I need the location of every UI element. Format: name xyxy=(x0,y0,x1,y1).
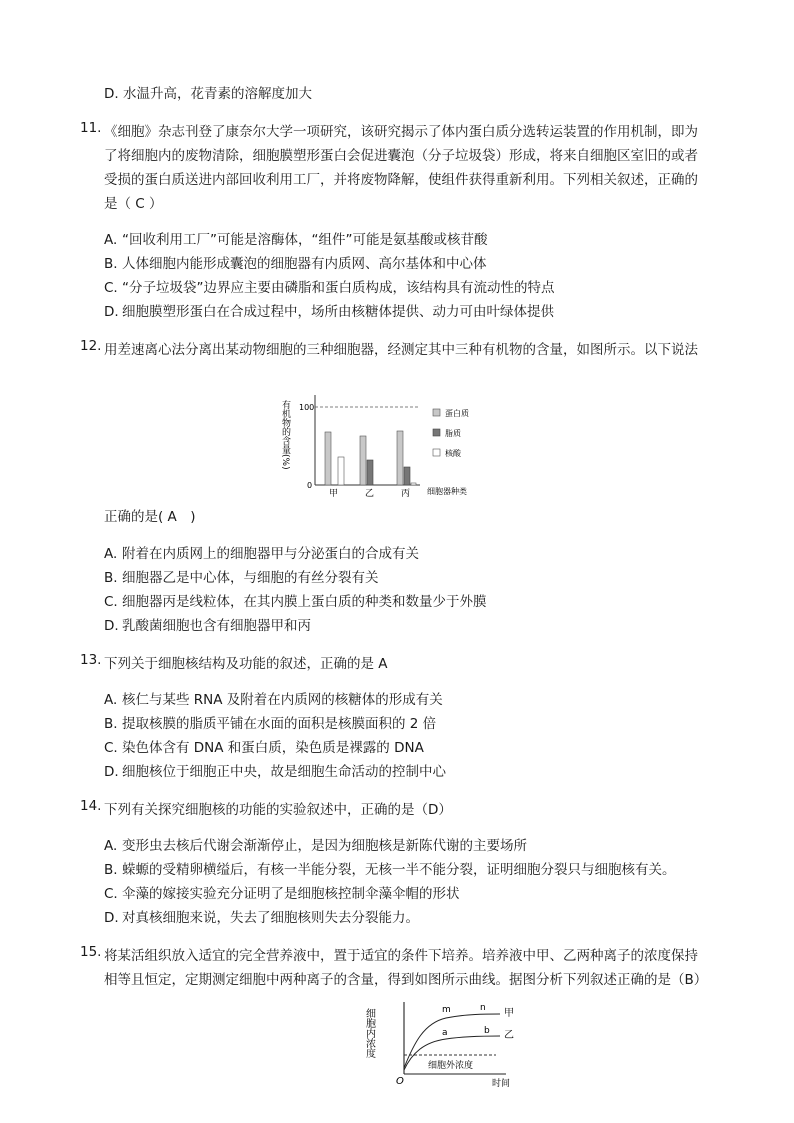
q15-m: m xyxy=(442,1005,451,1015)
q13-number: 13. xyxy=(80,652,102,668)
q12-option-c xyxy=(104,590,487,610)
option-text: 核仁与某些 RNA 及附着在内质网的核糖体的形成有关 xyxy=(122,692,443,708)
option-text: 细胞器乙是中心体，与细胞的有丝分裂有关 xyxy=(122,570,379,586)
q11-line-2: 了将细胞内的废物清除，细胞膜塑形蛋白会促进囊泡（分子垃圾袋）形成，将来自细胞区室旧的或者 xyxy=(104,148,698,164)
q11-option-b xyxy=(104,252,487,272)
q11-option-a xyxy=(104,228,487,248)
option-letter: C. xyxy=(104,280,118,296)
q14-option-c xyxy=(104,882,460,902)
q14-option-b xyxy=(104,858,676,878)
q15-xlabel: 时间 xyxy=(492,1079,511,1089)
option-text: 细胞膜塑形蛋白在合成过程中，场所由核糖体提供、动力可由叶绿体提供 xyxy=(122,304,554,320)
option-text: 染色体含有 DNA 和蛋白质，染色质是裸露的 DNA xyxy=(122,740,424,756)
q14-stem: 下列有关探究细胞核的功能的实验叙述中，正确的是（D） xyxy=(104,802,452,818)
q14-option-d xyxy=(104,906,419,926)
option-letter: B. xyxy=(104,570,118,586)
q11-number: 11. xyxy=(80,120,102,136)
option-letter: A. xyxy=(104,232,118,248)
q11-line-3: 受损的蛋白质送进内部回收利用工厂，并将废物降解，使组件获得重新利用。下列相关叙述，正确的 xyxy=(104,172,698,188)
option-text: 人体细胞内能形成囊泡的细胞器有内质网、高尔基体和中心体 xyxy=(122,256,487,272)
q12-cat-jia: 甲 xyxy=(329,489,339,499)
q12-legend-nucleic: 核酸 xyxy=(445,449,461,458)
option-letter: A. xyxy=(104,546,118,562)
q15-ylabel: 细胞内浓度 xyxy=(363,1008,375,1058)
q10-option-d: D. 水温升高，花青素的溶解度加大 xyxy=(104,86,312,102)
q12-stem-2: 正确的是( A ) xyxy=(104,509,196,525)
q15-a: a xyxy=(442,1028,448,1038)
option-letter: C. xyxy=(104,740,118,756)
q15-number: 15. xyxy=(80,944,102,960)
q12-option-b xyxy=(104,566,379,586)
q12-legend-lipid: 脂质 xyxy=(445,429,461,438)
q11-line-4: 是（ C ） xyxy=(104,196,163,212)
bar-yi-lipid xyxy=(367,460,373,485)
option-letter: B. xyxy=(104,716,118,732)
q12-cat-yi: 乙 xyxy=(365,489,375,499)
q13-option-c xyxy=(104,736,424,756)
q12-tick-100: 100 xyxy=(299,403,315,412)
option-letter: A. xyxy=(104,838,118,854)
q11-line-1: 《细胞》杂志刊登了康奈尔大学一项研究，该研究揭示了体内蛋白质分选转运装置的作用机制，即为 xyxy=(104,124,698,140)
q12-legend-protein: 蛋白质 xyxy=(445,409,469,418)
option-letter: D. xyxy=(104,764,119,780)
option-letter: C. xyxy=(104,594,118,610)
bar-jia-protein xyxy=(325,432,331,485)
option-letter: D. xyxy=(104,618,119,634)
q13-option-b xyxy=(104,712,436,732)
q13-option-d xyxy=(104,760,446,780)
option-text: 细胞器丙是线粒体，在其内膜上蛋白质的种类和数量少于外膜 xyxy=(122,594,487,610)
bar-bing-protein xyxy=(397,431,403,485)
curve-jia xyxy=(404,1014,500,1068)
option-letter: C. xyxy=(104,886,118,902)
q15-n: n xyxy=(480,1003,486,1013)
q15-origin: O xyxy=(396,1076,404,1087)
option-letter: A. xyxy=(104,692,118,708)
option-text: 伞藻的嫁接实验充分证明了是细胞核控制伞藻伞帽的形状 xyxy=(122,886,460,902)
option-text: “分子垃圾袋”边界应主要由磷脂和蛋白质构成，该结构具有流动性的特点 xyxy=(122,280,555,296)
option-letter: B. xyxy=(104,862,118,878)
q13-option-a xyxy=(104,688,443,708)
bar-yi-protein xyxy=(360,436,366,485)
q15-b: b xyxy=(484,1026,490,1036)
q12-option-a xyxy=(104,542,419,562)
q12-origin: 0 xyxy=(307,481,313,490)
q14-option-a xyxy=(104,834,527,854)
option-text: 对真核细胞来说，失去了细胞核则失去分裂能力。 xyxy=(122,910,419,926)
q13-stem: 下列关于细胞核结构及功能的叙述，正确的是 A xyxy=(104,656,388,672)
option-text: 乳酸菌细胞也含有细胞器甲和丙 xyxy=(122,618,311,634)
bar-bing-lipid xyxy=(404,467,410,485)
option-text: “回收利用工厂”可能是溶酶体，“组件”可能是氨基酸或核苷酸 xyxy=(122,232,488,248)
q12-figure xyxy=(280,390,505,500)
option-letter: D. xyxy=(104,910,119,926)
q15-dashed-label: 细胞外浓度 xyxy=(428,1061,474,1071)
q15-line-1: 将某活组织放入适宜的完全营养液中，置于适宜的条件下培养。培养液中甲、乙两种离子的浓度保持 xyxy=(104,948,698,964)
q15-curve-yi: 乙 xyxy=(504,1030,514,1041)
q12-stem: 用差速离心法分离出某动物细胞的三种细胞器，经测定其中三种有机物的含量，如图所示。以下说法 xyxy=(104,342,698,358)
option-letter: B. xyxy=(104,256,118,272)
q14-number: 14. xyxy=(80,798,102,814)
q11-option-c xyxy=(104,276,555,296)
option-text: 附着在内质网上的细胞器甲与分泌蛋白的合成有关 xyxy=(122,546,419,562)
q12-number: 12. xyxy=(80,338,102,354)
q12-xlabel: 细胞器种类 xyxy=(427,487,467,496)
q11-option-d xyxy=(104,300,554,320)
q12-ylabel: 有机物的含量(%) xyxy=(280,400,290,470)
q15-figure xyxy=(363,998,536,1092)
option-text: 变形虫去核后代谢会渐渐停止，是因为细胞核是新陈代谢的主要场所 xyxy=(122,838,527,854)
bar-bing-nucleic xyxy=(411,483,416,485)
option-text: 蝾螈的受精卵横缢后，有核一半能分裂，无核一半不能分裂，证明细胞分裂只与细胞核有关。 xyxy=(122,862,676,878)
option-text: 提取核膜的脂质平铺在水面的面积是核膜面积的 2 倍 xyxy=(122,716,437,732)
bar-jia-nucleic xyxy=(338,457,344,485)
option-letter: D. xyxy=(104,304,119,320)
q15-curve-jia: 甲 xyxy=(504,1008,514,1019)
q15-line-2: 相等且恒定，定期测定细胞中两种离子的含量，得到如图所示曲线。据图分析下列叙述正确的是（B） xyxy=(104,972,708,988)
option-text: 细胞核位于细胞正中央，故是细胞生命活动的控制中心 xyxy=(122,764,446,780)
q12-cat-bing: 丙 xyxy=(401,489,411,499)
q12-option-d xyxy=(104,614,311,634)
